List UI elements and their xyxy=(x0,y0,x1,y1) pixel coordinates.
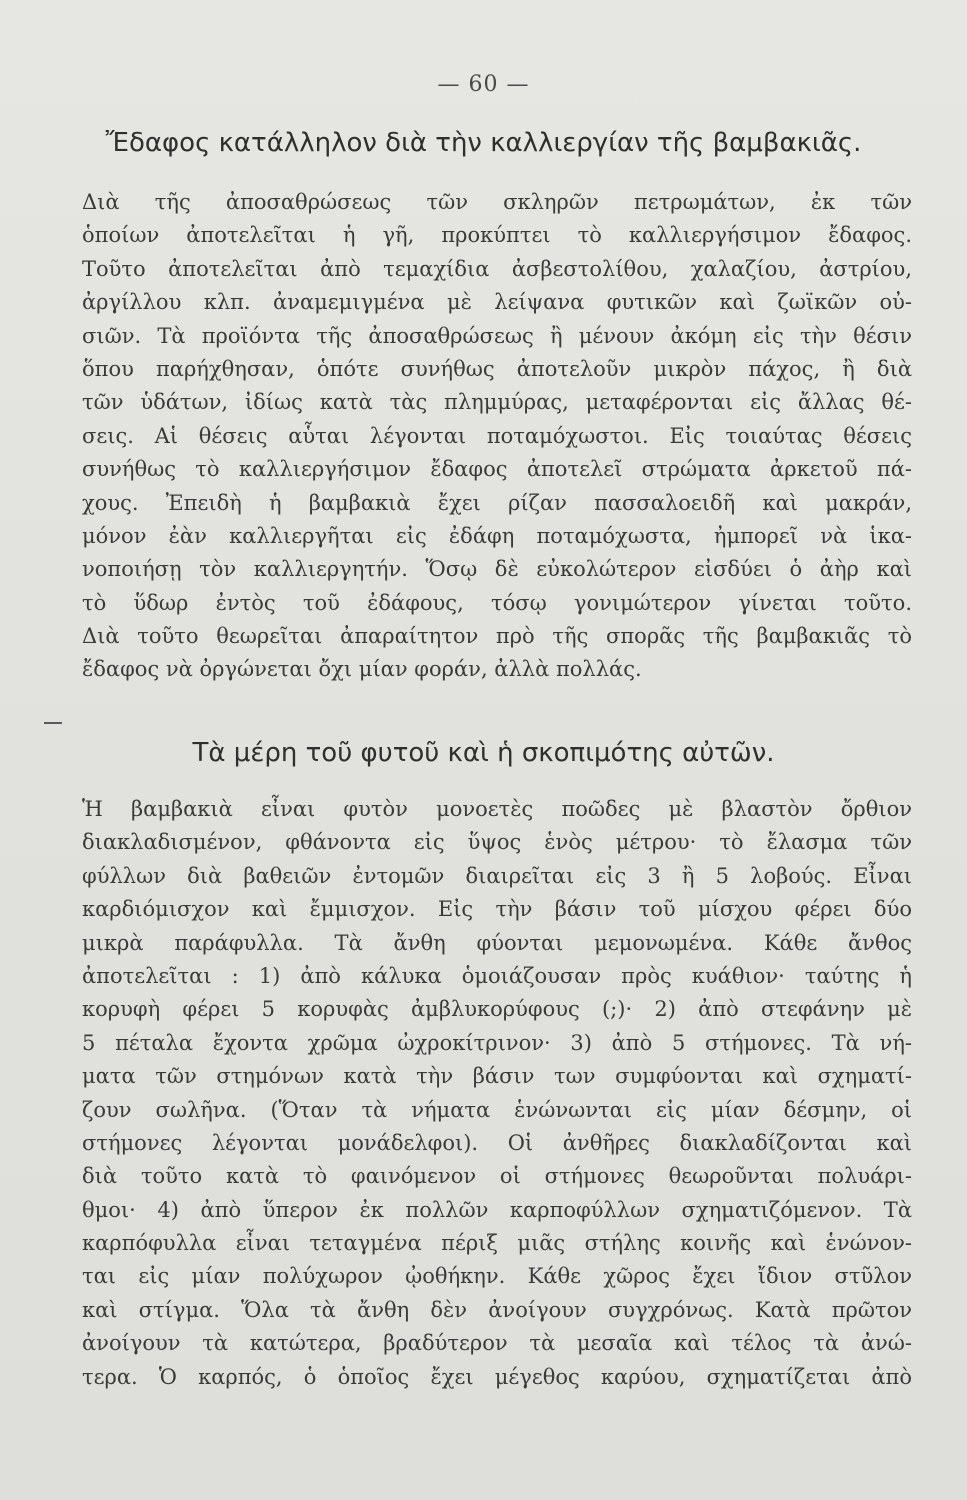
text-line: φύλλων διὰ βαθειῶν ἐντομῶν διαιρεῖται εἰς 3 ἢ 5 λοβούς. Εἶναι xyxy=(82,863,912,888)
text-line: ὅπου παρήχθησαν, ὁπότε συνήθως ἀποτελοῦν μικρὸν πάχος, ἢ διὰ xyxy=(82,356,912,381)
text-line: ζουν σωλῆνα. (Ὅταν τὰ νήματα ἑνώνωνται εἰς μίαν δέσμην, οἱ xyxy=(82,1097,912,1122)
page-number: — 60 — xyxy=(437,72,530,97)
text-line: ται εἰς μίαν πολύχωρον ᾠοθήκην. Κάθε χῶρος ἔχει ἴδιον στῦλον xyxy=(82,1264,912,1289)
text-line: Ἡ βαμβακιὰ εἶναι φυτὸν μονοετὲς ποῶδες μὲ βλαστὸν ὄρθιον xyxy=(82,797,912,821)
text-line: σεις. Αἱ θέσεις αὗται λέγονται ποταμόχωστοι. Εἰς τοιαύτας θέσεις xyxy=(82,423,912,448)
text-line: ἀνοίγουν τὰ κατώτερα, βραδύτερον τὰ μεσαῖα καὶ τέλος τὰ ἀνώ- xyxy=(82,1331,912,1356)
text-line: μόνον ἐὰν καλλιεργῆται εἰς ἐδάφη ποταμόχωστα, ἠμπορεῖ νὰ ἱκα- xyxy=(82,523,912,548)
text-line: καρπόφυλλα εἶναι τεταγμένα πέριξ μιᾶς στήλης κοινῆς καὶ ἑνώνον- xyxy=(82,1231,912,1256)
paragraph-plant-parts xyxy=(82,793,912,1394)
text-line: χους. Ἐπειδὴ ἡ βαμβακιὰ ἔχει ρίζαν πασσαλοειδῆ καὶ μακράν, xyxy=(82,490,912,515)
paragraph-soil xyxy=(82,186,912,687)
text-line: τὸ ὕδωρ ἐντὸς τοῦ ἐδάφους, τόσῳ γονιμώτερον γίνεται τοῦτο. xyxy=(82,590,912,615)
text-line: μικρὰ παράφυλλα. Τὰ ἄνθη φύονται μεμονωμένα. Κάθε ἄνθος xyxy=(82,930,912,955)
text-line: στήμονες λέγονται μονάδελφοι). Οἱ ἀνθῆρες διακλαδίζονται καὶ xyxy=(82,1130,912,1155)
text-line: τερα. Ὁ καρπός, ὁ ὁποῖος ἔχει μέγεθος καρύου, σχηματίζεται ἀπὸ xyxy=(82,1364,912,1389)
text-line: διὰ τοῦτο κατὰ τὸ φαινόμενον οἱ στήμονες θεωροῦνται πολυάρι- xyxy=(82,1164,912,1189)
text-line: 5 πέταλα ἔχοντα χρῶμα ὠχροκίτρινον· 3) ἀπὸ 5 στήμονες. Τὰ νή- xyxy=(82,1030,912,1055)
text-line: τῶν ὑδάτων, ἰδίως κατὰ τὰς πλημμύρας, μεταφέρονται εἰς ἄλλας θέ- xyxy=(82,390,912,415)
text-line: ὁποίων ἀποτελεῖται ἡ γῆ, προκύπτει τὸ καλλιεργήσιμον ἔδαφος. xyxy=(82,223,912,248)
text-line: θμοι· 4) ἀπὸ ὕπερον ἐκ πολλῶν καρποφύλλων σχηματιζόμενον. Τὰ xyxy=(82,1197,912,1222)
text-line: νοποιήσῃ τὸν καλλιεργητήν. Ὅσῳ δὲ εὐκολώτερον εἰσδύει ὁ ἀὴρ καὶ xyxy=(82,557,912,582)
margin-dash xyxy=(44,722,62,724)
text-line: συνήθως τὸ καλλιεργήσιμον ἔδαφος ἀποτελεῖ στρώματα ἀρκετοῦ πά- xyxy=(82,457,912,482)
section-heading-soil: Ἔδαφος κατάλληλον διὰ τὴν καλλιεργίαν τῆς βαμβακιᾶς. xyxy=(105,128,862,158)
text-line: ἀργίλλου κλπ. ἀναμεμιγμένα μὲ λείψανα φυτικῶν καὶ ζωϊκῶν οὐ- xyxy=(82,290,912,315)
text-line: Διὰ τοῦτο θεωρεῖται ἀπαραίτητον πρὸ τῆς σπορᾶς τῆς βαμβακιᾶς τὸ xyxy=(82,624,912,649)
section-heading-plant-parts: Τὰ μέρη τοῦ φυτοῦ καὶ ἡ σκοπιμότης αὐτῶν. xyxy=(192,738,775,768)
text-line: καὶ στίγμα. Ὅλα τὰ ἄνθη δὲν ἀνοίγουν συγχρόνως. Κατὰ πρῶτον xyxy=(82,1297,912,1322)
text-line: ματα τῶν στημόνων κατὰ τὴν βάσιν των συμφύονται καὶ σχηματί- xyxy=(82,1064,912,1089)
text-line: καρδιόμισχον καὶ ἔμμισχον. Εἰς τὴν βάσιν τοῦ μίσχου φέρει δύο xyxy=(82,897,912,922)
text-line: κορυφὴ φέρει 5 κορυφὰς ἀμβλυκορύφους (;)· 2) ἀπὸ στεφάνην μὲ xyxy=(82,997,912,1022)
text-line: ἔδαφος νὰ ὀργώνεται ὄχι μίαν φοράν, ἀλλὰ πολλάς. xyxy=(82,657,642,682)
text-line: διακλαδισμένον, φθάνοντα εἰς ὕψος ἑνὸς μέτρου· τὸ ἔλασμα τῶν xyxy=(82,830,912,855)
text-line: ἀποτελεῖται : 1) ἀπὸ κάλυκα ὁμοιάζουσαν πρὸς κυάθιον· ταύτης ἡ xyxy=(82,963,912,988)
text-line: σιῶν. Τὰ προϊόντα τῆς ἀποσαθρώσεως ἢ μένουν ἀκόμη εἰς τὴν θέσιν xyxy=(82,323,912,348)
text-line: Τοῦτο ἀποτελεῖται ἀπὸ τεμαχίδια ἀσβεστολίθου, χαλαζίου, ἀστρίου, xyxy=(82,256,912,281)
text-line: Διὰ τῆς ἀποσαθρώσεως τῶν σκληρῶν πετρωμάτων, ἐκ τῶν xyxy=(82,190,912,214)
